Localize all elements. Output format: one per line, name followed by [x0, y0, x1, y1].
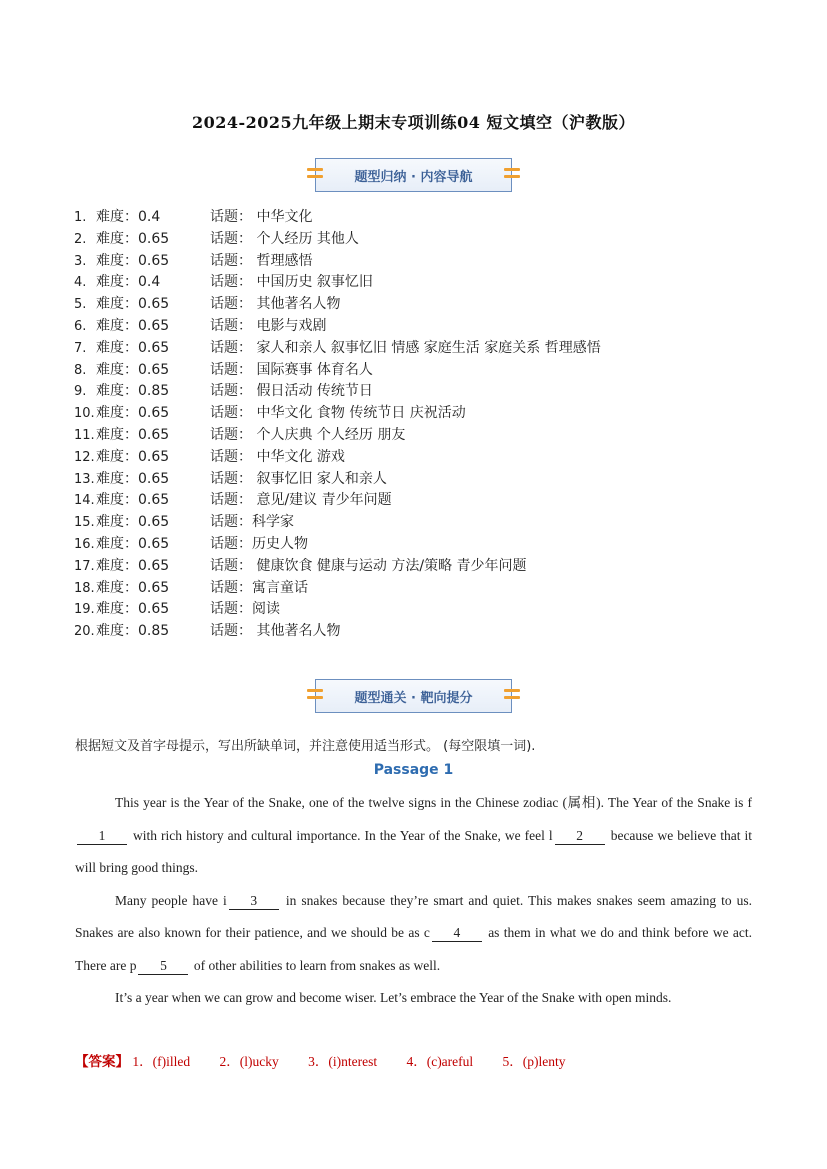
item-difficulty: 难度：0.4: [96, 209, 161, 225]
list-item: [74, 447, 714, 469]
item-number: 18.: [74, 580, 95, 596]
item-topic: 话题： 个人庆典 个人经历 朋友: [210, 426, 406, 443]
list-item: [74, 360, 714, 382]
list-item: [74, 512, 714, 534]
item-number: 7.: [74, 340, 87, 356]
item-difficulty: 难度：0.65: [96, 405, 170, 422]
item-number: 14.: [74, 493, 95, 509]
answer-blank[interactable]: 5: [138, 958, 188, 975]
item-number: 10.: [74, 406, 95, 422]
list-item: [74, 469, 714, 491]
item-number: 5.: [74, 297, 87, 313]
passage-text: because we believe that it will bring good things.: [75, 827, 752, 875]
list-item: [74, 599, 714, 621]
item-number: 13.: [74, 471, 95, 487]
item-topic: 话题： 中华文化 游戏: [210, 448, 345, 465]
passage-text: with rich history and cultural importance. In the Year of the Snake, we feel l: [129, 827, 553, 843]
item-difficulty: 难度：0.65: [96, 230, 170, 247]
list-item: [74, 207, 714, 229]
item-topic: 话题： 个人经历 其他人: [210, 230, 359, 247]
item-topic: 话题： 假日活动 传统节日: [210, 383, 373, 400]
passage-text: This year is the Year of the Snake, one of the twelve signs in the Chinese zodiac (属相). The Year of the Snake is f: [115, 795, 752, 810]
answer-item: 1．(f)illed: [132, 1054, 191, 1069]
content-list: [74, 207, 714, 643]
list-item: [74, 338, 714, 360]
item-difficulty: 难度：0.65: [96, 426, 170, 443]
item-number: 20.: [74, 624, 95, 640]
item-difficulty: 难度：0.65: [96, 339, 170, 356]
passage-text: as them in what we do and think before we act. There are p: [75, 925, 753, 973]
list-item: [74, 381, 714, 403]
banner-label: 题型归纳 · 内容导航: [354, 169, 473, 185]
item-topic: 话题： 叙事忆旧 家人和亲人: [210, 470, 387, 487]
item-number: 3.: [74, 253, 87, 269]
item-difficulty: 难度：0.85: [96, 623, 170, 640]
list-item: [74, 621, 714, 643]
item-number: 6.: [74, 318, 87, 334]
item-topic: 话题：历史人物: [210, 535, 308, 552]
item-topic: 话题： 中国历史 叙事忆旧: [210, 274, 373, 291]
section-banner-navigation: [315, 158, 512, 192]
list-item: [74, 272, 714, 294]
item-number: 15.: [74, 515, 95, 531]
banner-decoration-icon: [307, 168, 323, 182]
list-item: [74, 425, 714, 447]
list-item: [74, 556, 714, 578]
passage-body: [75, 787, 752, 1015]
answer-key: [75, 1050, 592, 1070]
instructions: 根据短文及首字母提示，写出所缺单词，并注意使用适当形式。 (每空限填一词).: [75, 739, 536, 754]
answer-blank[interactable]: 3: [229, 893, 279, 910]
answer-blank[interactable]: 2: [555, 828, 605, 845]
item-difficulty: 难度：0.65: [96, 361, 170, 378]
banner-decoration-icon: [307, 689, 323, 703]
banner-decoration-icon: [504, 168, 520, 182]
item-difficulty: 难度：0.65: [96, 514, 170, 531]
list-item: [74, 578, 714, 600]
item-difficulty: 难度：0.65: [96, 535, 170, 552]
banner-label: 题型通关 · 靶向提分: [354, 690, 473, 706]
answer-blank[interactable]: 4: [432, 925, 482, 942]
list-item: [74, 229, 714, 251]
passage-title: Passage 1: [373, 762, 454, 778]
item-difficulty: 难度：0.65: [96, 317, 170, 334]
list-item: [74, 316, 714, 338]
answer-blank[interactable]: 1: [77, 828, 127, 845]
item-difficulty: 难度：0.65: [96, 448, 170, 465]
list-item: [74, 490, 714, 512]
item-number: 8.: [74, 362, 87, 378]
passage-text: of other abilities to learn from snakes as well.: [190, 957, 441, 973]
item-number: 2.: [74, 231, 87, 247]
answer-item: 3．(i)nterest: [308, 1054, 378, 1069]
item-number: 12.: [74, 449, 95, 465]
item-topic: 话题： 家人和亲人 叙事忆旧 情感 家庭生活 家庭关系 哲理感悟: [210, 339, 601, 356]
item-difficulty: 难度：0.65: [96, 601, 170, 618]
item-number: 16.: [74, 536, 95, 552]
answer-item: 4．(c)areful: [406, 1054, 474, 1069]
item-number: 1.: [74, 210, 87, 225]
item-difficulty: 难度：0.85: [96, 383, 170, 400]
banner-decoration-icon: [504, 689, 520, 703]
item-number: 17.: [74, 558, 95, 574]
list-item: [74, 251, 714, 273]
list-item: [74, 294, 714, 316]
item-topic: 话题： 意见/建议 青少年问题: [210, 492, 392, 509]
item-difficulty: 难度：0.65: [96, 252, 170, 269]
item-difficulty: 难度：0.65: [96, 492, 170, 509]
answer-label: 【答案】: [75, 1054, 129, 1069]
item-topic: 话题：寓言童话: [210, 579, 308, 596]
passage-paragraph: It’s a year when we can grow and become wiser. Let’s embrace the Year of the Snake with open minds.: [115, 990, 672, 1005]
passage-paragraph: [75, 885, 752, 983]
item-topic: 话题：阅读: [210, 601, 280, 618]
item-difficulty: 难度：0.65: [96, 557, 170, 574]
item-difficulty: 难度：0.65: [96, 296, 170, 313]
item-number: 4.: [74, 275, 87, 291]
section-banner-practice: [315, 679, 512, 713]
answer-item: 2．(l)ucky: [219, 1054, 279, 1069]
item-topic: 话题： 中华文化 食物 传统节日 庆祝活动: [210, 405, 466, 422]
item-topic: 话题： 健康饮食 健康与运动 方法/策略 青少年问题: [210, 557, 527, 574]
item-difficulty: 难度：0.65: [96, 470, 170, 487]
page-title: 2024-2025九年级上期末专项训练04 短文填空（沪教版）: [191, 113, 636, 132]
answer-item: 5．(p)lenty: [502, 1054, 566, 1069]
item-number: 19.: [74, 602, 95, 618]
list-item: [74, 534, 714, 556]
item-number: 11.: [74, 427, 95, 443]
passage-text: in snakes because they’re smart and quiet. This makes snakes seem amazing to us. Snakes are also known for their patience, and we should be as c: [75, 892, 753, 940]
item-difficulty: 难度：0.4: [96, 274, 161, 291]
passage-paragraph: [75, 787, 752, 885]
item-topic: 话题：科学家: [210, 514, 294, 531]
item-topic: 话题： 哲理感悟: [210, 252, 313, 269]
item-topic: 话题： 其他著名人物: [210, 623, 341, 640]
item-topic: 话题： 电影与戏剧: [210, 317, 327, 334]
passage-text: Many people have i: [115, 892, 227, 908]
item-topic: 话题： 其他著名人物: [210, 296, 341, 313]
item-topic: 话题： 国际赛事 体育名人: [210, 361, 373, 378]
item-topic: 话题： 中华文化: [210, 209, 313, 225]
item-difficulty: 难度：0.65: [96, 579, 170, 596]
item-number: 9.: [74, 384, 87, 400]
list-item: [74, 403, 714, 425]
